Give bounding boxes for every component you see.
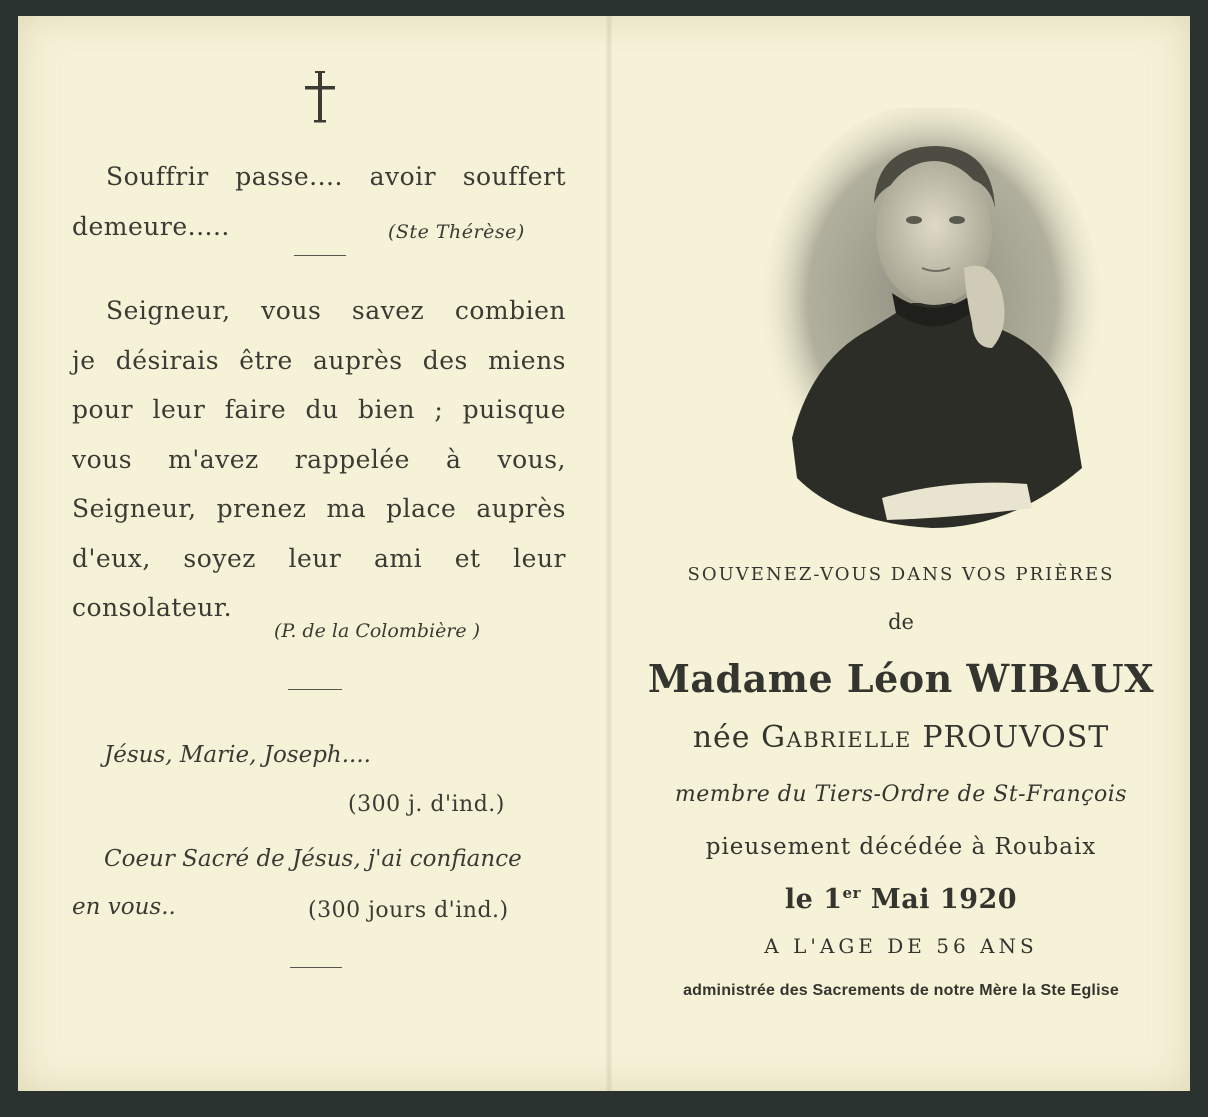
quote-line: vous m'avez rappelée à vous, [72,444,566,474]
attribution-colombiere: (P. de la Colombière ) [274,620,481,642]
prayer-coeur-sacre: Coeur Sacré de Jésus, j'ai confiance [104,846,522,872]
quote-colombiere [72,286,566,633]
quote-line: Seigneur, vous savez combien [106,296,566,325]
attribution-therese: (Ste Thérèse) [388,220,525,243]
left-page [72,16,568,1091]
cross-icon [302,70,338,124]
quote-therese [72,152,566,251]
quote-line: demeure..... (Ste Thérèse) [72,202,566,252]
prayer-jesus-marie-joseph: Jésus, Marie, Joseph.... [104,742,371,768]
de-word: de [888,610,914,634]
quote-line: consolateur. [72,593,233,622]
indulgence-300j: (300 j. d'ind.) [348,792,505,817]
right-page [612,16,1190,1091]
portrait-photo [752,108,1112,548]
quote-line: Souffrir passe.... avoir souffert [106,162,566,191]
death-place-line: pieusement décédée à Roubaix [705,834,1097,860]
maiden-name: née Gabrielle PROUVOST [692,720,1110,755]
membership-line: membre du Tiers-Ordre de St-François [674,782,1128,807]
prayer-coeur-sacre-line2: en vous.. [72,894,176,920]
sacraments-line: administrée des Sacrements de notre Mère la Ste Eglise [683,982,1119,999]
age-line: A L'AGE DE 56 ANS [764,934,1038,958]
quote-line: Seigneur, prenez ma place auprès [72,494,566,523]
deceased-name: Madame Léon WIBAUX [647,656,1155,701]
quote-line: pour leur faire du bien ; puisque [72,395,566,424]
quote-line: je désirais être auprès des miens [72,345,566,375]
quote-line: d'eux, soyez leur ami et leur [72,543,566,573]
death-date: le 1er Mai 1920 [784,884,1018,915]
memorial-card [18,16,1190,1091]
divider [294,255,346,256]
indulgence-300jours: (300 jours d'ind.) [308,898,509,923]
souvenez-heading: SOUVENEZ-VOUS DANS VOS PRIÈRES [687,564,1115,585]
divider [288,689,342,690]
divider [290,967,342,968]
